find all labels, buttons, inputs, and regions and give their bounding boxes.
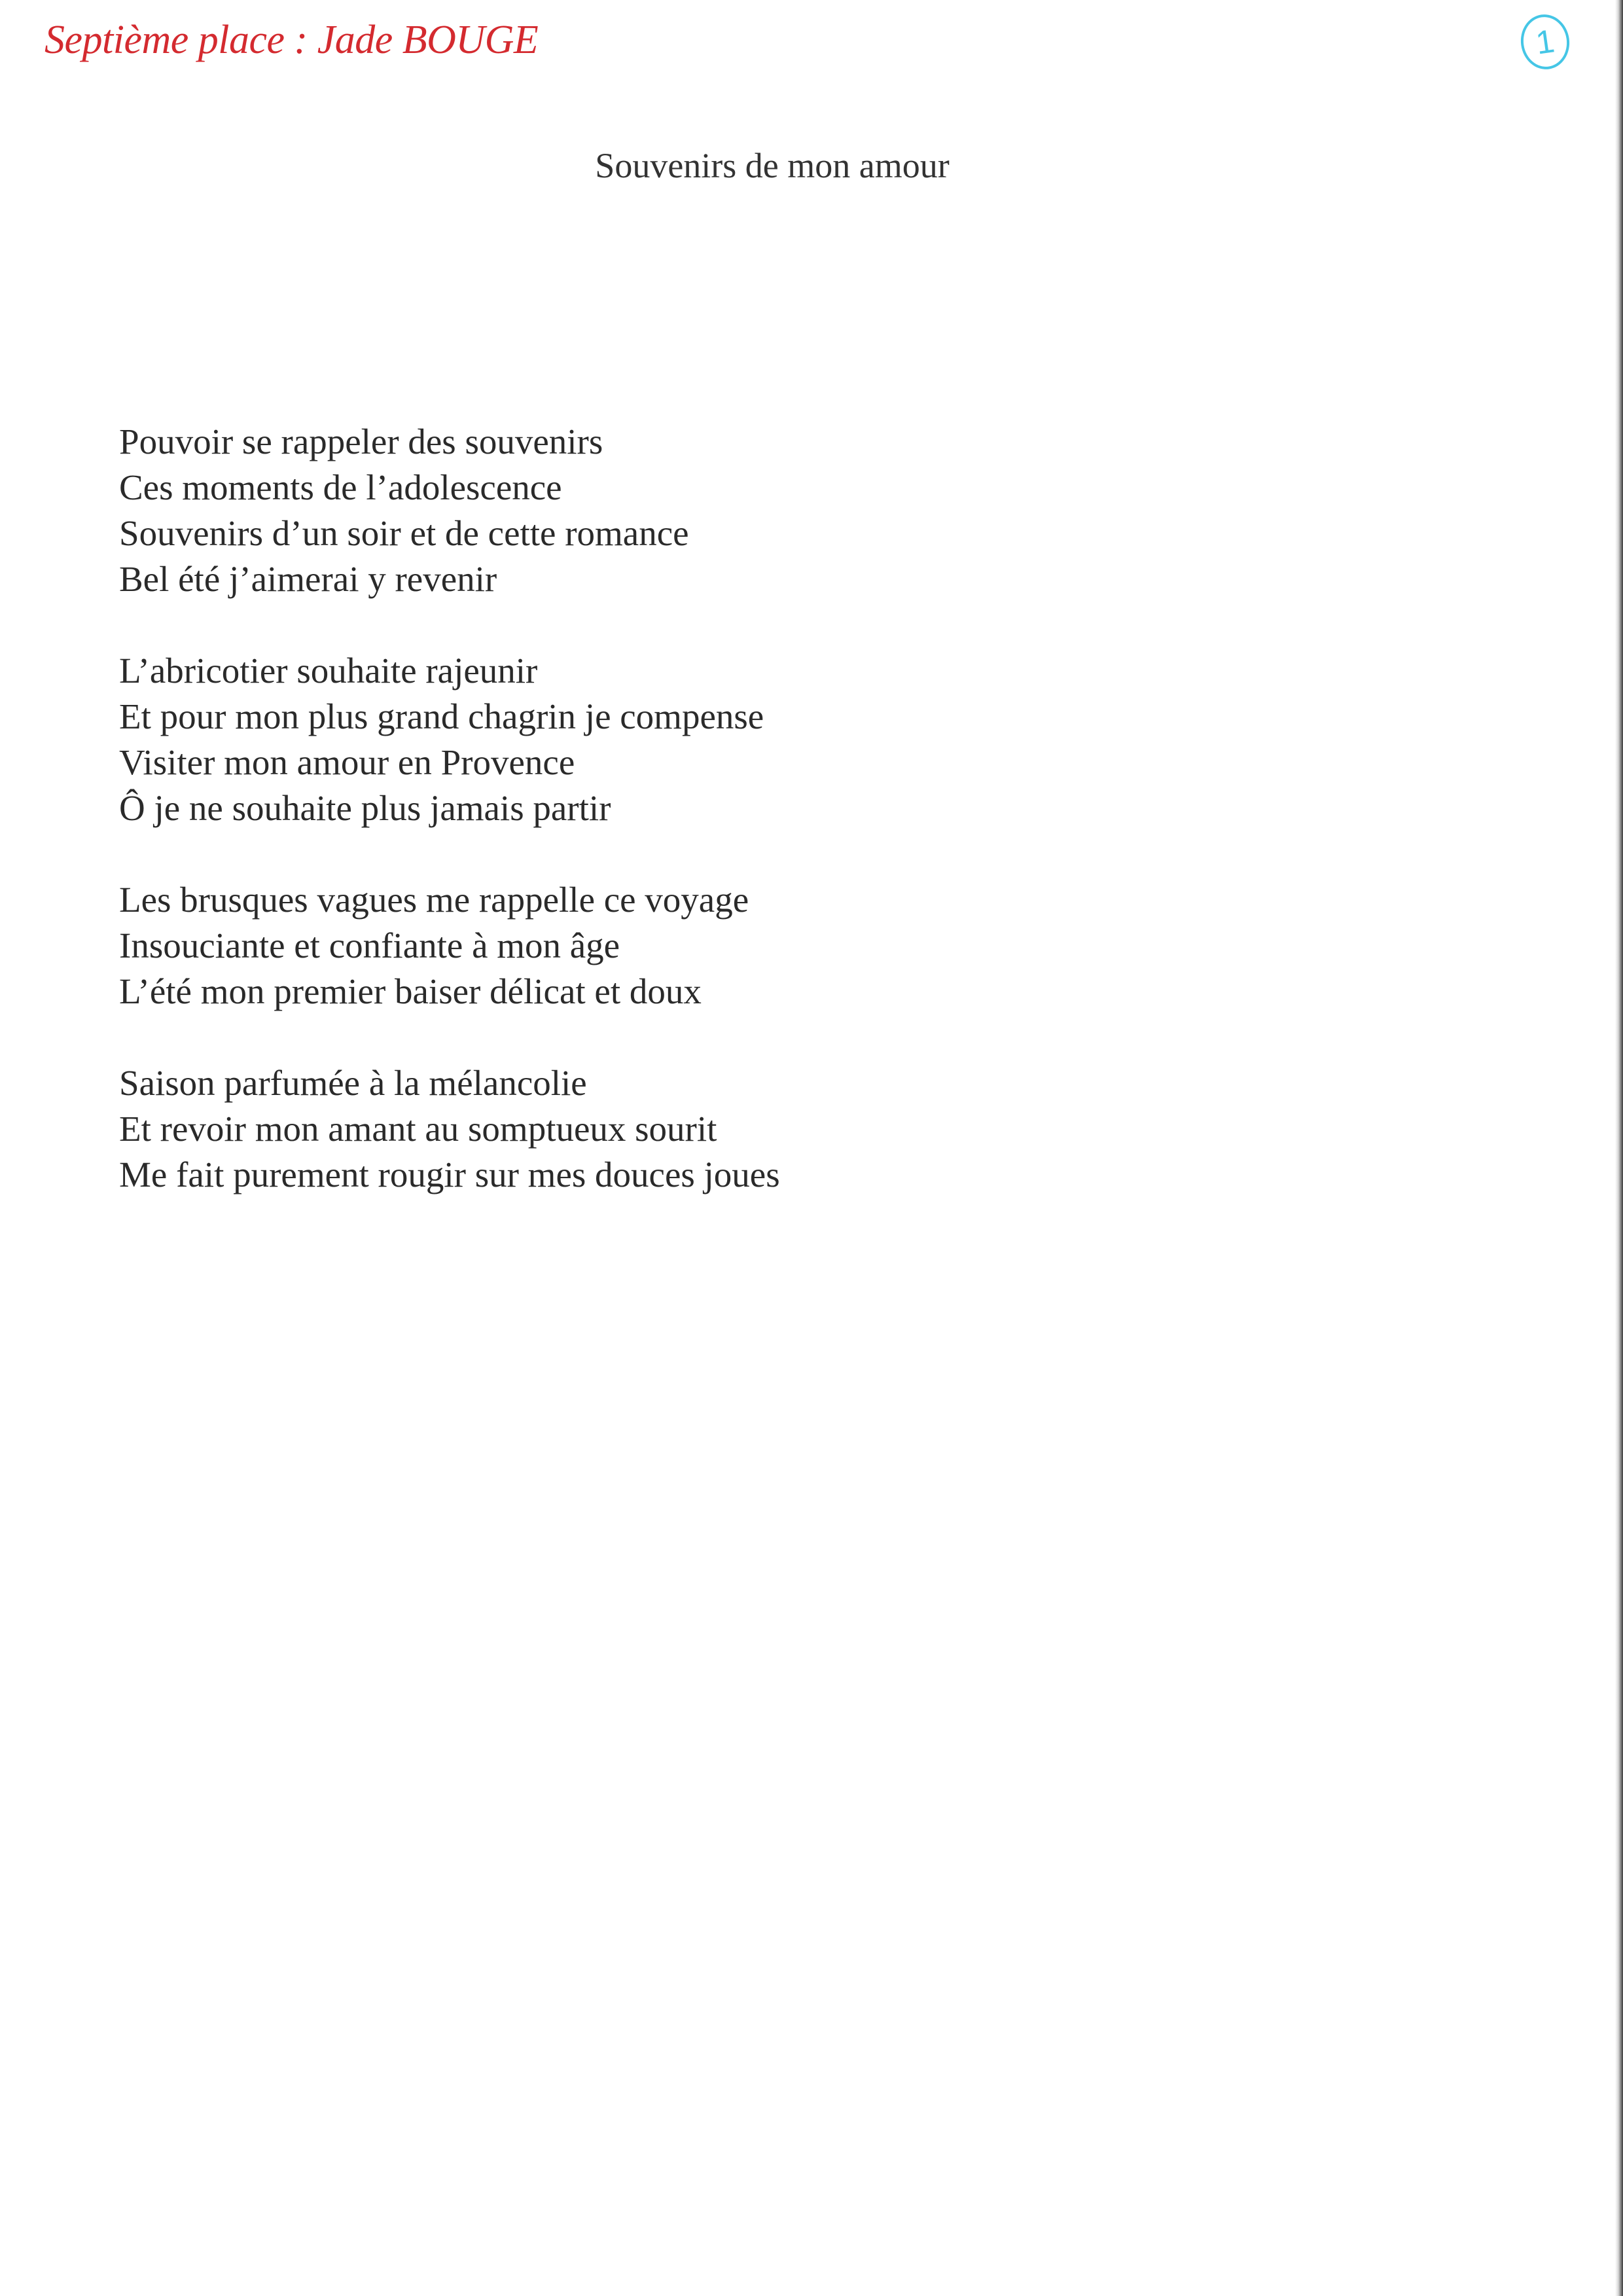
poem-line: L’été mon premier baiser délicat et doux [119, 971, 702, 1011]
page-number-text: 1 [1533, 22, 1557, 62]
poem-line: Saison parfumée à la mélancolie [119, 1063, 587, 1103]
stanza-2 [119, 648, 1232, 831]
stanza-1 [119, 419, 1232, 602]
stanza-4 [119, 1060, 1232, 1198]
poem-line: Ô je ne souhaite plus jamais partir [119, 788, 611, 828]
poem-line: Visiter mon amour en Provence [119, 742, 575, 782]
poem-line: Insouciante et confiante à mon âge [119, 925, 620, 965]
poem-line: Bel été j’aimerai y revenir [119, 559, 497, 599]
poem-body [119, 419, 1232, 1244]
poem-line: L’abricotier souhaite rajeunir [119, 651, 538, 691]
poem-line: Et pour mon plus grand chagrin je compense [119, 696, 764, 736]
poem-line: Souvenirs d’un soir et de cette romance [119, 513, 689, 553]
poem-line: Les brusques vagues me rappelle ce voyage [119, 880, 749, 920]
page-edge-shadow [1615, 0, 1623, 2296]
poem-title: Souvenirs de mon amour [595, 146, 950, 185]
ranking-label: Septième place : Jade BOUGE [45, 18, 539, 62]
poem-line: Me fait purement rougir sur mes douces joues [119, 1155, 780, 1194]
stanza-3 [119, 877, 1232, 1014]
poem-line: Ces moments de l’adolescence [119, 467, 562, 507]
poem-line: Et revoir mon amant au somptueux sourit [119, 1109, 717, 1149]
handwritten-page-number [1518, 11, 1573, 72]
poem-line: Pouvoir se rappeler des souvenirs [119, 422, 603, 461]
